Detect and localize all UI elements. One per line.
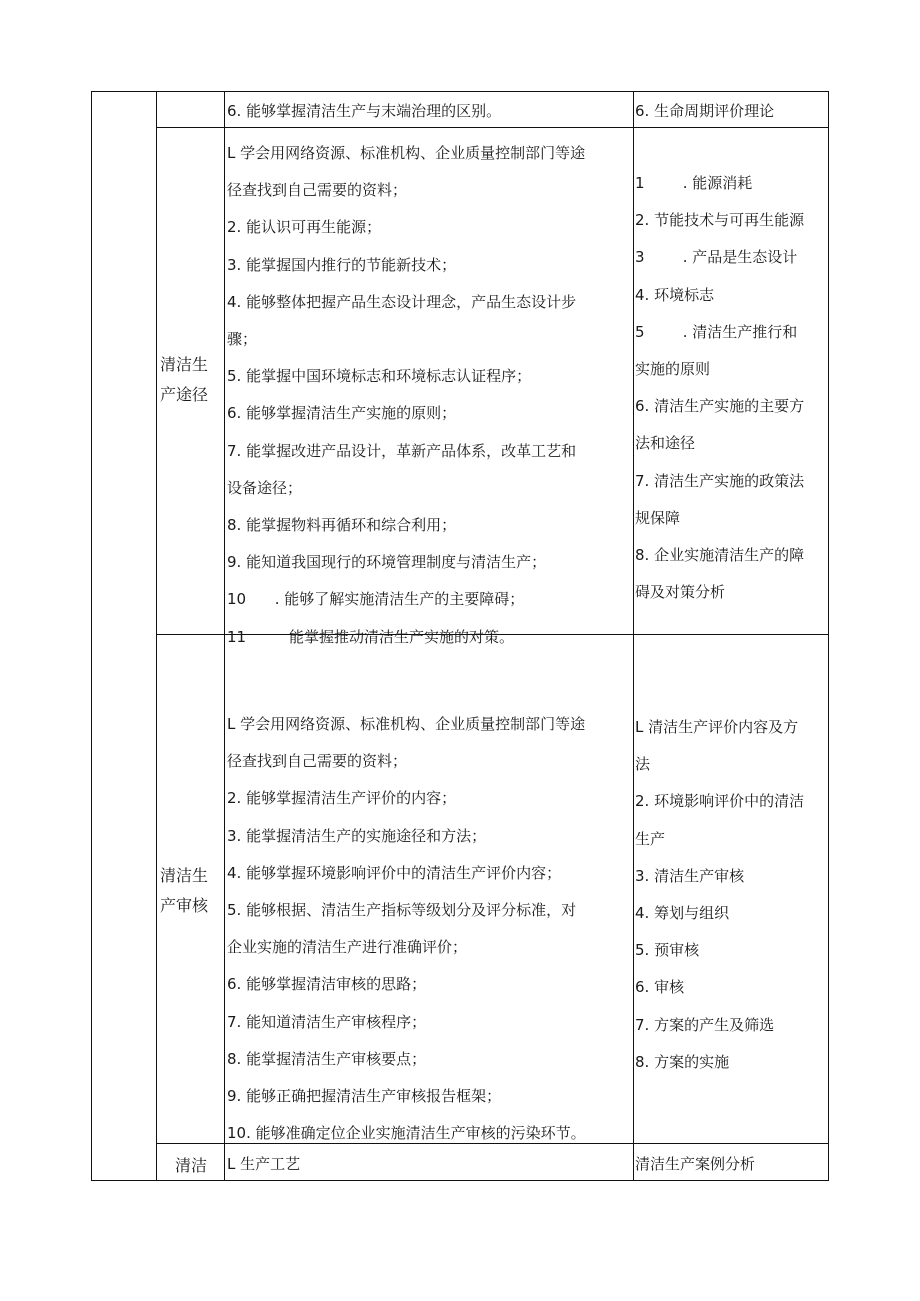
objective-line: 企业实施的清洁生产进行准确评价；	[227, 938, 468, 957]
objective-line: 6. 能够掌握清洁生产实施的原则；	[227, 404, 457, 423]
objective-line: 径查找到自己需要的资料；	[227, 752, 408, 771]
content-line: 2. 环境影响评价中的清洁	[635, 792, 805, 811]
row3-objectives	[227, 706, 632, 1142]
content-line: 1 . 能源消耗	[635, 174, 753, 192]
table-border-bottom	[91, 1180, 829, 1181]
content-line: 实施的原则	[635, 360, 711, 379]
row2-module-line: 清洁生	[160, 355, 209, 374]
row2-objectives	[227, 135, 632, 646]
objective-line: L 学会用网络资源、标准机构、企业质量控制部门等途	[227, 715, 586, 733]
objective-line: 9. 能知道我国现行的环境管理制度与清洁生产；	[227, 553, 547, 572]
row4-content: 清洁生产案例分析	[635, 1155, 756, 1173]
row3-module-line: 产审核	[160, 896, 209, 915]
objective-line: 3. 能掌握国内推行的节能新技术；	[227, 255, 457, 274]
objective-line: 8. 能掌握清洁生产审核要点；	[227, 1049, 427, 1068]
objective-line: 7. 能掌握改进产品设计，革新产品体系，改革工艺和	[227, 441, 577, 460]
objective-line: 2. 能认识可再生能源；	[227, 218, 382, 237]
objective-line: 10 . 能够了解实施清洁生产的主要障碍；	[227, 590, 525, 609]
objective-line: 5. 能够根据、清洁生产指标等级划分及评分标准，对	[227, 901, 577, 920]
column-divider	[633, 91, 634, 1181]
content-line: 法	[635, 755, 651, 774]
objective-line: 7. 能知道清洁生产审核程序；	[227, 1012, 427, 1031]
table-border-left	[91, 91, 92, 1181]
objective-line: 径查找到自己需要的资料；	[227, 181, 408, 200]
content-line: 碍及对策分析	[635, 583, 726, 602]
row3-contents	[635, 709, 827, 1089]
objective-line: 3. 能掌握清洁生产的实施途径和方法；	[227, 826, 487, 845]
objective-line: 2. 能够掌握清洁生产评价的内容；	[227, 789, 457, 808]
content-line: 8. 企业实施清洁生产的障	[635, 546, 805, 565]
row3-module-line: 清洁生	[160, 866, 209, 885]
content-line: 5. 预审核	[635, 941, 700, 960]
objective-line: 6. 能够掌握清洁审核的思路；	[227, 975, 427, 994]
content-line: 7. 方案的产生及筛选	[635, 1015, 775, 1034]
row4-objective: L 生产工艺	[227, 1155, 301, 1173]
content-line: 4. 筹划与组织	[635, 904, 730, 923]
objective-line: 5. 能掌握中国环境标志和环境标志认证程序；	[227, 367, 532, 386]
objective-line: 9. 能够正确把握清洁生产审核报告框架；	[227, 1087, 502, 1106]
content-line: 2. 节能技术与可再生能源	[635, 211, 805, 230]
row2-module-line: 产途径	[160, 385, 209, 404]
content-line: 8. 方案的实施	[635, 1052, 730, 1071]
objective-line: 10. 能够准确定位企业实施清洁生产审核的污染环节。	[227, 1124, 586, 1143]
content-line: 6. 审核	[635, 978, 685, 997]
content-line: 5 . 清洁生产推行和	[635, 322, 798, 341]
content-line: 6. 清洁生产实施的主要方	[635, 397, 805, 416]
content-line: 4. 环境标志	[635, 285, 715, 304]
column-divider	[224, 91, 225, 1181]
objective-line: 4. 能够整体把握产品生态设计理念，产品生态设计步	[227, 292, 577, 311]
table-border-right	[828, 91, 829, 1181]
objective-line: 4. 能够掌握环境影响评价中的清洁生产评价内容；	[227, 863, 562, 882]
content-line: 7. 清洁生产实施的政策法	[635, 471, 805, 490]
content-line: L 清洁生产评价内容及方	[635, 718, 799, 736]
row4-module: 清洁	[175, 1156, 208, 1175]
objective-line: 11 能掌握推动清洁生产实施的对策。	[227, 627, 515, 646]
row3-module	[160, 861, 222, 921]
content-line: 法和途径	[635, 434, 696, 453]
column-divider	[156, 91, 157, 1181]
row1-content: 6. 生命周期评价理论	[635, 102, 775, 120]
content-line: 3. 清洁生产审核	[635, 866, 745, 885]
row2-contents	[635, 165, 827, 615]
table-border-top	[91, 91, 829, 92]
course-table	[91, 91, 829, 1181]
content-line: 3 . 产品是生态设计	[635, 248, 798, 267]
row-divider	[156, 127, 829, 128]
content-line: 生产	[635, 829, 666, 848]
row1-objective: 6. 能够掌握清洁生产与末端治理的区别。	[227, 102, 502, 120]
objective-line: 设备途径；	[227, 478, 303, 497]
objective-line: 8. 能掌握物料再循环和综合利用；	[227, 516, 457, 535]
content-line: 规保障	[635, 508, 681, 527]
row2-module	[160, 350, 222, 410]
objective-line: L 学会用网络资源、标准机构、企业质量控制部门等途	[227, 144, 586, 162]
objective-line: 骤；	[227, 330, 258, 349]
